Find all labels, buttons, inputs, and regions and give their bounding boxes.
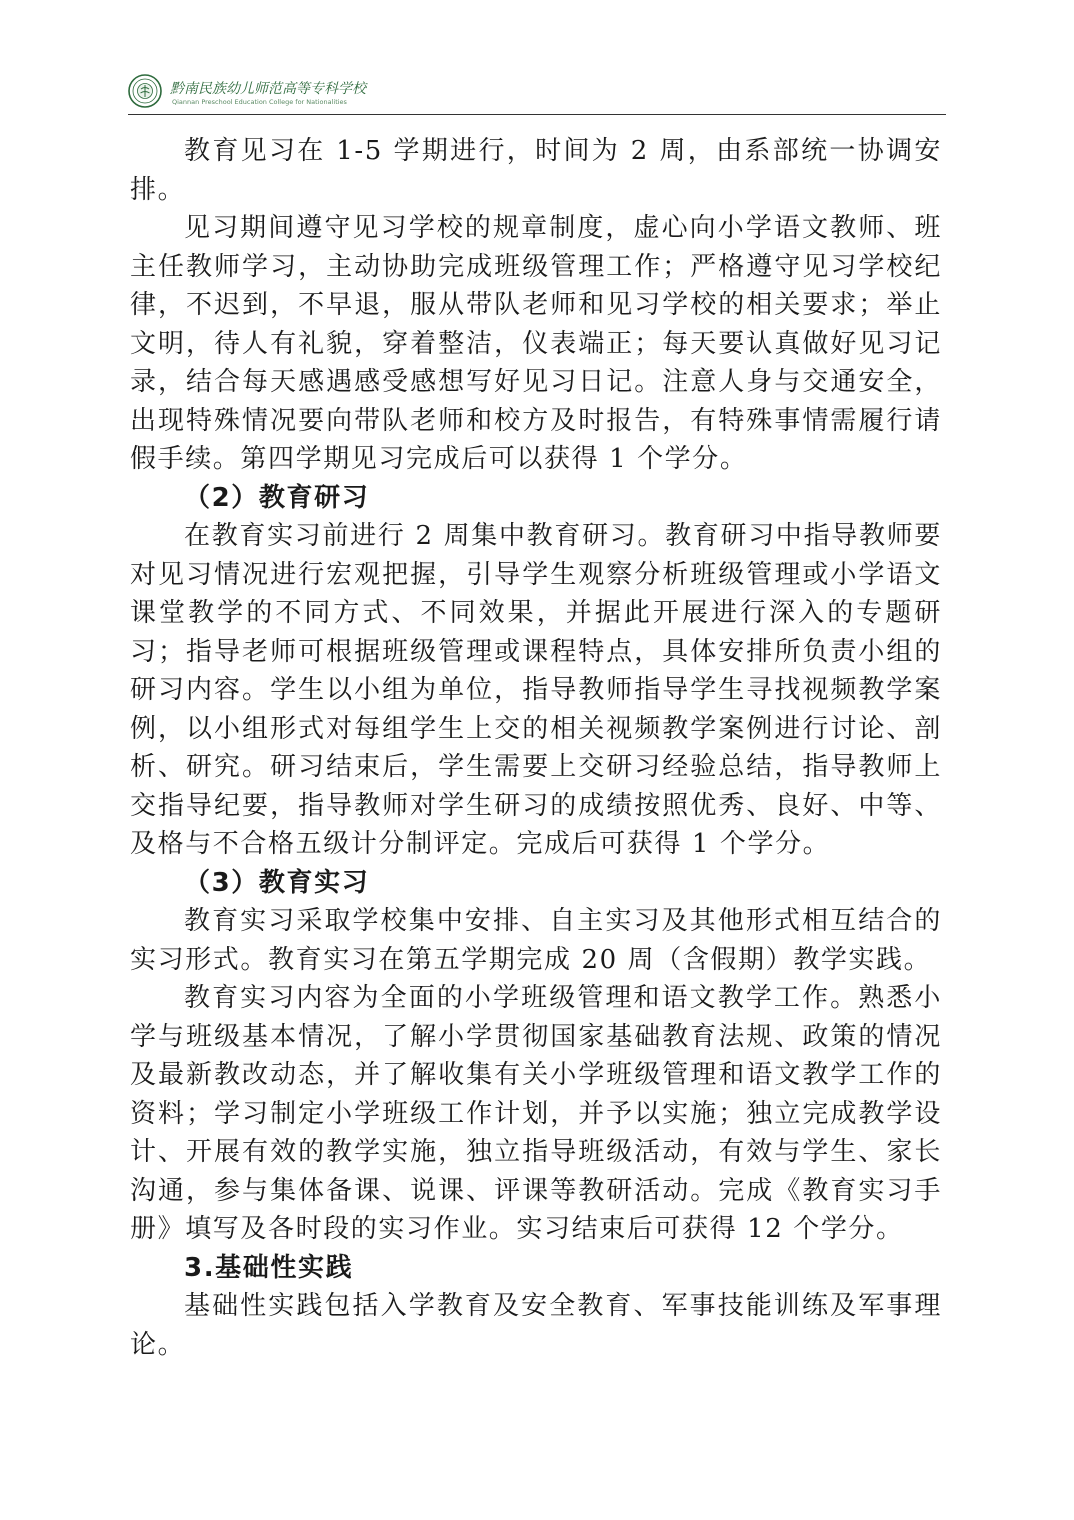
paragraph-basic-practice: 基础性实践包括入学教育及安全教育、军事技能训练及军事理论。 xyxy=(130,1291,942,1360)
header-divider xyxy=(128,114,946,115)
paragraph-education-research: 在教育实习前进行 2 周集中教育研习。教育研习中指导教师要对见习情况进行宏观把握，引导学生观察分析班级管理或小学语文课堂教学的不同方式、不同效果，并据此开展进行深入的专题研习；指导老师可根据班级管理或课程特点，具体安排所负责小组的研习内容。学生以小组为单位，指导教师指导学生寻找视频教学案例，以小组形式对每组学生上交的相关视频教学案例进行讨论、剖析、研究。研习结束后，学生需要上交研习经验总结，指导教师上交指导纪要，指导教师对学生研习的成绩按照优秀、良好、中等、及格与不合格五级计分制评定。完成后可获得 1 个学分。 xyxy=(130,521,942,859)
page-header xyxy=(128,70,946,114)
school-name-en: Qiannan Preschool Education College for Nationalities xyxy=(172,98,347,106)
paragraph-internship-rules: 见习期间遵守见习学校的规章制度，虚心向小学语文教师、班主任教师学习，主动协助完成班级管理工作；严格遵守见习学校纪律，不迟到，不早退，服从带队老师和见习学校的相关要求；举止文明，待人有礼貌，穿着整洁，仪表端正；每天要认真做好见习记录，结合每天感遇感受感想写好见习日记。注意人身与交通安全，出现特殊情况要向带队老师和校方及时报告，有特殊事情需履行请假手续。第四学期见习完成后可以获得 1 个学分。 xyxy=(130,213,942,474)
paragraph-internship-schedule: 教育见习在 1-5 学期进行，时间为 2 周，由系部统一协调安排。 xyxy=(130,136,942,205)
school-seal-icon xyxy=(128,74,162,108)
paragraph-practice-format: 教育实习采取学校集中安排、自主实习及其他形式相互结合的实习形式。教育实习在第五学期完成 20 周（含假期）教学实践。 xyxy=(130,906,942,975)
heading-basic-practice: 3.基础性实践 xyxy=(184,1252,354,1283)
document-body xyxy=(130,132,942,1364)
school-name-zh: 黔南民族幼儿师范高等专科学校 xyxy=(170,81,366,97)
heading-education-research: （2）教育研习 xyxy=(184,482,370,513)
heading-education-practice: （3）教育实习 xyxy=(184,867,370,898)
paragraph-practice-content: 教育实习内容为全面的小学班级管理和语文教学工作。熟悉小学与班级基本情况，了解小学贯彻国家基础教育法规、政策的情况及最新教改动态，并了解收集有关小学班级管理和语文教学工作的资料；学习制定小学班级工作计划，并予以实施；独立完成教学设计、开展有效的教学实施，独立指导班级活动，有效与学生、家长沟通，参与集体备课、说课、评课等教研活动。完成《教育实习手册》填写及各时段的实习作业。实习结束后可获得 12 个学分。 xyxy=(130,983,942,1244)
